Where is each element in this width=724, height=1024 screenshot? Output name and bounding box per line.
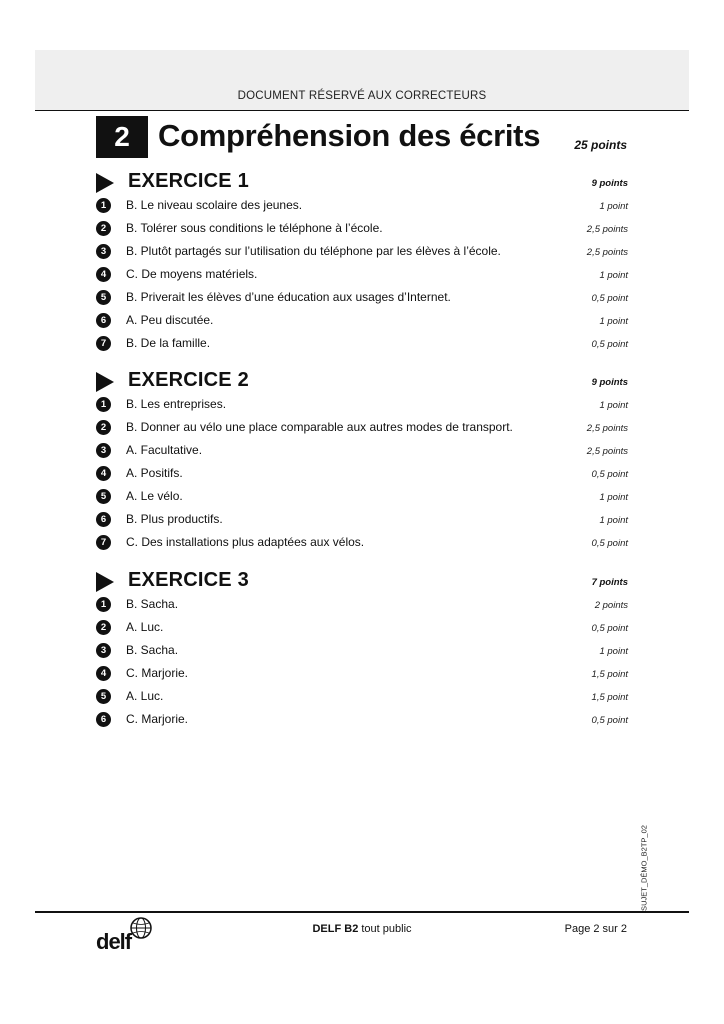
exercise-points: 7 points (591, 577, 628, 588)
footer-page-number: Page 2 sur 2 (564, 923, 627, 935)
answer-text: C. Marjorie. (126, 712, 189, 726)
answer-row (96, 219, 628, 242)
answer-text: C. De moyens matériels. (126, 267, 258, 281)
answer-points: 0,5 point (591, 339, 628, 350)
answer-points: 2 points (594, 600, 628, 611)
answer-text: A. Positifs. (126, 466, 183, 480)
answer-points: 0,5 point (591, 715, 628, 726)
question-number-badge: 4 (96, 267, 111, 282)
answer-text: B. Priverait les élèves d’une éducation aux usages d’Internet. (126, 290, 451, 304)
answer-row (96, 441, 628, 464)
section-number: 2 (96, 116, 148, 158)
exercise-points: 9 points (591, 178, 628, 189)
question-number-badge: 5 (96, 290, 111, 305)
header-band (35, 50, 689, 111)
question-number-badge: 2 (96, 221, 111, 236)
answer-text: C. Des installations plus adaptées aux vélos. (126, 535, 365, 549)
answer-row (96, 618, 628, 641)
exercise-block (96, 569, 628, 733)
answer-points: 1 point (599, 316, 628, 327)
answer-points: 1 point (599, 515, 628, 526)
question-number-badge: 4 (96, 666, 111, 681)
question-number-badge: 6 (96, 712, 111, 727)
delf-logo (96, 915, 158, 961)
answer-points: 2,5 points (586, 446, 628, 457)
play-arrow-icon (96, 572, 114, 592)
answer-row (96, 265, 628, 288)
document-code: SUJET_DÉMO_B2TP_02 (639, 825, 649, 911)
answer-points: 1 point (599, 646, 628, 657)
answer-row (96, 311, 628, 334)
question-number-badge: 1 (96, 597, 111, 612)
question-number-badge: 1 (96, 397, 111, 412)
answer-row (96, 533, 628, 556)
answer-text: B. De la famille. (126, 336, 211, 350)
footer-exam-bold: DELF B2 (312, 923, 359, 935)
exercise-header (96, 170, 628, 196)
answer-text: B. Les entreprises. (126, 397, 227, 411)
answer-points: 0,5 point (591, 293, 628, 304)
question-number-badge: 5 (96, 489, 111, 504)
answer-points: 0,5 point (591, 623, 628, 634)
section-points: 25 points (574, 138, 627, 152)
answer-points: 2,5 points (586, 224, 628, 235)
question-number-badge: 7 (96, 535, 111, 550)
question-number-badge: 2 (96, 420, 111, 435)
answer-text: B. Le niveau scolaire des jeunes. (126, 198, 303, 212)
answer-row (96, 334, 628, 357)
question-number-badge: 5 (96, 689, 111, 704)
question-number-badge: 2 (96, 620, 111, 635)
exercise-title: EXERCICE 2 (128, 369, 249, 391)
answer-row (96, 487, 628, 510)
logo-text: delf (96, 929, 132, 954)
question-number-badge: 6 (96, 313, 111, 328)
answer-text: B. Sacha. (126, 643, 179, 657)
answer-row (96, 418, 628, 441)
answer-text: B. Donner au vélo une place comparable aux autres modes de transport. (126, 420, 513, 434)
play-arrow-icon (96, 372, 114, 392)
play-arrow-icon (96, 173, 114, 193)
question-number-badge: 3 (96, 643, 111, 658)
exercise-title: EXERCICE 3 (128, 569, 249, 591)
answer-text: A. Luc. (126, 620, 164, 634)
answer-points: 0,5 point (591, 538, 628, 549)
answer-points: 2,5 points (586, 247, 628, 258)
answer-text: A. Facultative. (126, 443, 203, 457)
footer-divider (35, 911, 689, 913)
question-number-badge: 6 (96, 512, 111, 527)
answer-text: B. Sacha. (126, 597, 179, 611)
footer-exam-rest: tout public (358, 923, 412, 935)
answer-text: B. Plus productifs. (126, 512, 223, 526)
answer-text: C. Marjorie. (126, 666, 189, 680)
question-number-badge: 1 (96, 198, 111, 213)
question-number-badge: 3 (96, 244, 111, 259)
answer-points: 2,5 points (586, 423, 628, 434)
exercise-header (96, 369, 628, 395)
header-text: DOCUMENT RÉSERVÉ AUX CORRECTEURS (237, 90, 487, 102)
answer-text: A. Le vélo. (126, 489, 183, 503)
answer-row (96, 464, 628, 487)
answer-row (96, 641, 628, 664)
answer-row (96, 664, 628, 687)
exercise-block (96, 170, 628, 357)
answer-points: 0,5 point (591, 469, 628, 480)
exercise-header (96, 569, 628, 595)
answer-points: 1 point (599, 492, 628, 503)
answer-points: 1 point (599, 270, 628, 281)
answer-row (96, 395, 628, 418)
answer-row (96, 510, 628, 533)
exercise-title: EXERCICE 1 (128, 170, 249, 192)
answer-row (96, 595, 628, 618)
answer-row (96, 710, 628, 733)
answer-text: B. Plutôt partagés sur l’utilisation du téléphone par les élèves à l’école. (126, 244, 501, 258)
answer-row (96, 288, 628, 311)
section-title: Compréhension des écrits (158, 118, 541, 153)
answer-points: 1,5 point (591, 692, 628, 703)
answer-points: 1,5 point (591, 669, 628, 680)
exercise-block (96, 369, 628, 556)
answer-points: 1 point (599, 400, 628, 411)
question-number-badge: 7 (96, 336, 111, 351)
exercise-points: 9 points (591, 377, 628, 388)
answer-row (96, 242, 628, 265)
question-number-badge: 3 (96, 443, 111, 458)
answer-text: A. Luc. (126, 689, 164, 703)
answer-row (96, 687, 628, 710)
answer-text: B. Tolérer sous conditions le téléphone à l’école. (126, 221, 383, 235)
answer-row (96, 196, 628, 219)
question-number-badge: 4 (96, 466, 111, 481)
answer-points: 1 point (599, 201, 628, 212)
answer-text: A. Peu discutée. (126, 313, 214, 327)
